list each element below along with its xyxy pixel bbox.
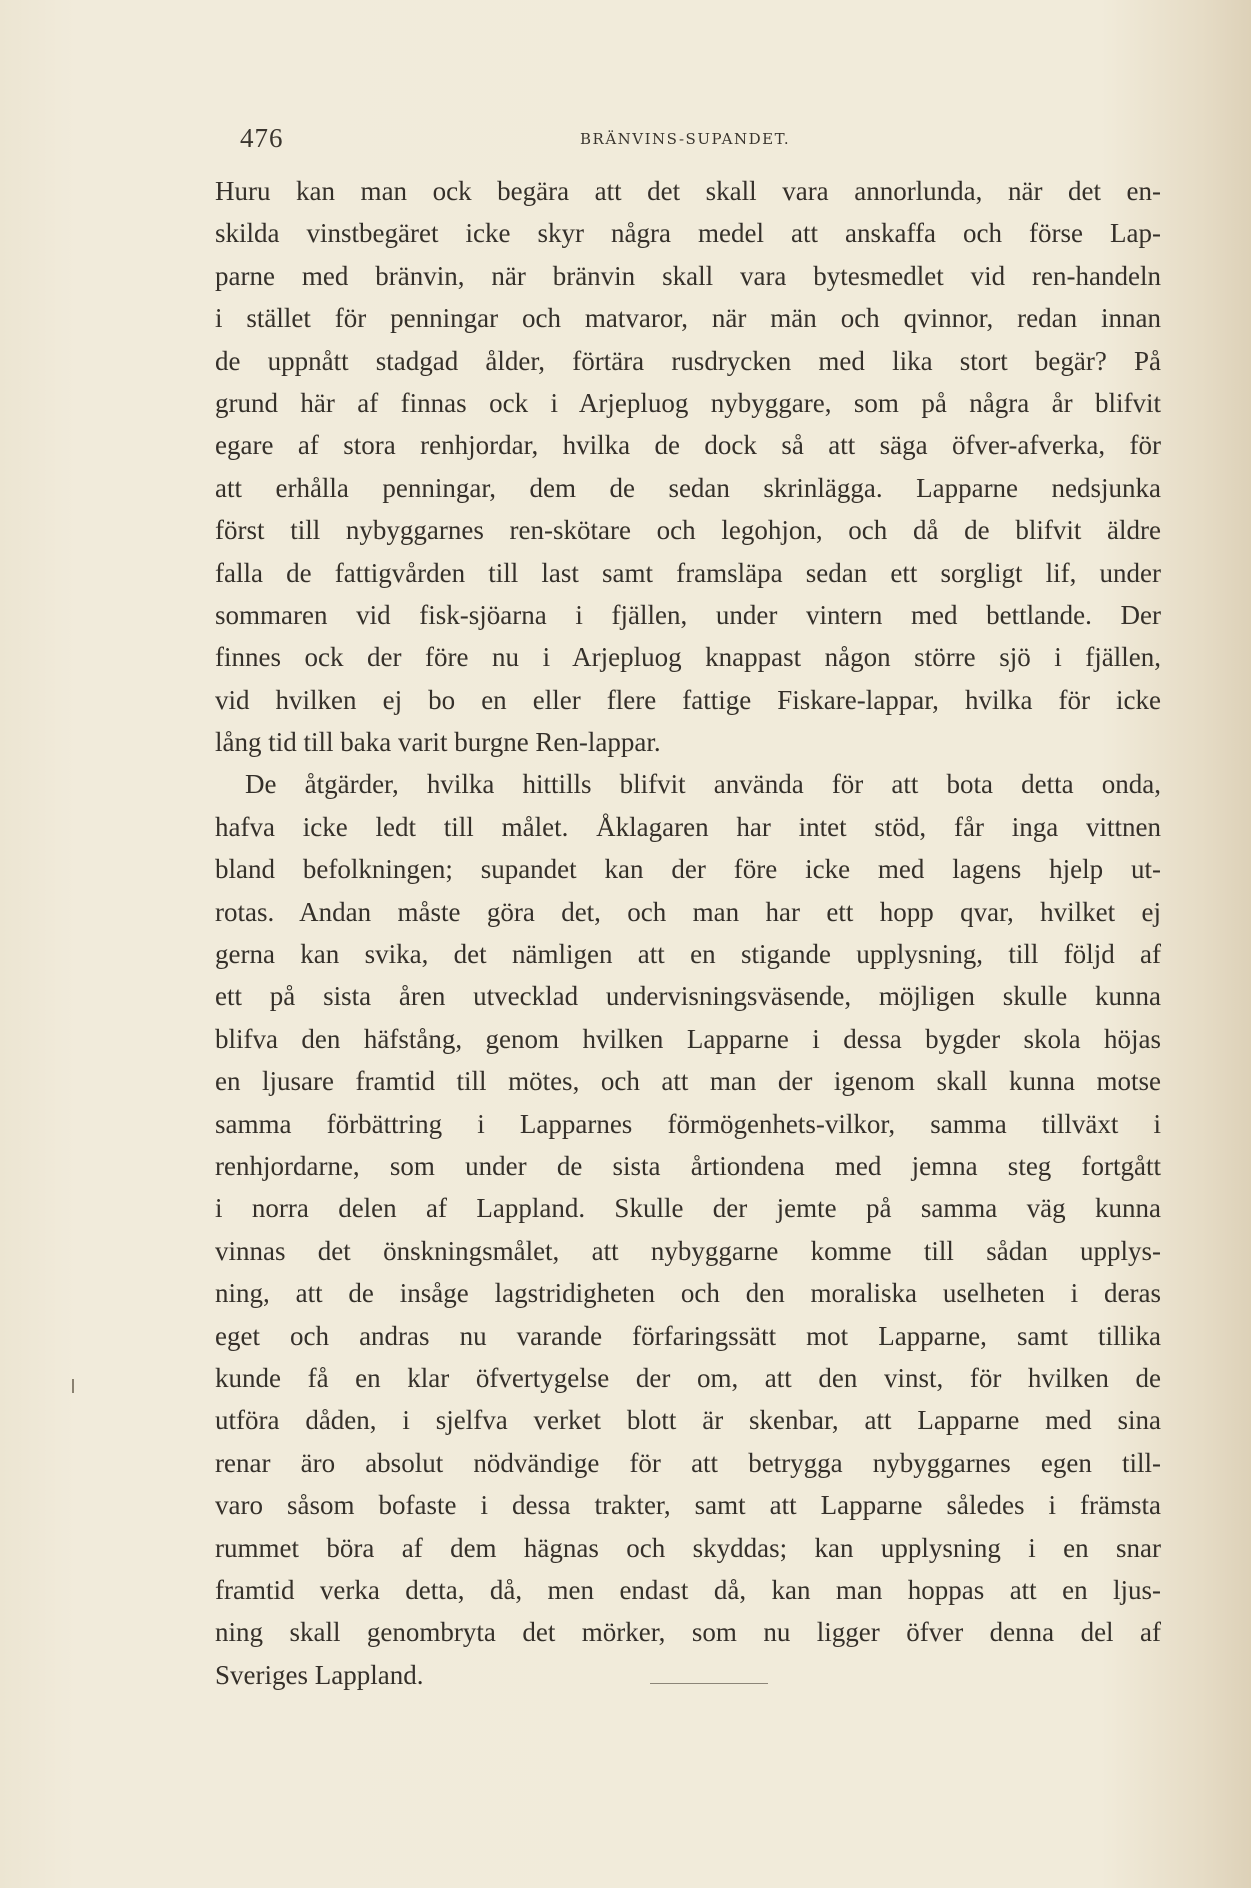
text-line: först till nybyggarnes ren-skötare och legohjon, och då de blifvit äldre	[215, 515, 1161, 546]
text-line: Sveriges Lappland.	[215, 1659, 424, 1690]
text-line: samma förbättring i Lapparnes förmögenhets-vilkor, samma tillväxt i	[215, 1108, 1161, 1139]
text-line: vid hvilken ej bo en eller flere fattige Fiskare-lappar, hvilka för icke	[215, 684, 1161, 715]
text-line: ett på sista åren utvecklad undervisningsväsende, möjligen skulle kunna	[215, 981, 1161, 1012]
text-line: renhjordarne, som under de sista årtiondena med jemna steg fortgått	[215, 1150, 1161, 1181]
text-line: de uppnått stadgad ålder, förtära rusdrycken med lika stort begär? På	[215, 345, 1161, 376]
text-line: eget och andras nu varande förfaringssätt mot Lapparne, samt tillika	[215, 1320, 1161, 1351]
text-line: en ljusare framtid till mötes, och att man der igenom skall kunna motse	[215, 1066, 1161, 1097]
text-line: sommaren vid fisk-sjöarna i fjällen, under vintern med bettlande. Der	[215, 599, 1161, 630]
text-line: renar äro absolut nödvändige för att betrygga nybyggarnes egen till-	[215, 1447, 1161, 1478]
text-line: ning, att de insåge lagstridigheten och den moraliska uselheten i deras	[215, 1278, 1161, 1309]
text-line: egare af stora renhjordar, hvilka de dock så att säga öfver-afverka, för	[215, 430, 1161, 461]
text-line: hafva icke ledt till målet. Åklagaren har intet stöd, får inga vittnen	[215, 811, 1161, 842]
paragraph-2	[215, 763, 1161, 1696]
text-line: gerna kan svika, det nämligen att en stigande upplysning, till följd af	[215, 939, 1161, 970]
section-end-rule	[650, 1683, 768, 1684]
text-line: lång tid till baka varit burgne Ren-lappar.	[215, 727, 661, 758]
text-line: blifva den häfstång, genom hvilken Lapparne i dessa bygder skola höjas	[215, 1023, 1161, 1054]
text-line: finnes ock der före nu i Arjepluog knappast någon större sjö i fjällen,	[215, 642, 1161, 673]
text-line: i stället för penningar och matvaror, när män och qvinnor, redan innan	[215, 303, 1161, 334]
body-text	[215, 170, 1161, 1696]
text-line: kunde få en klar öfvertygelse der om, att den vinst, för hvilken de	[215, 1362, 1161, 1393]
paragraph-1	[215, 170, 1161, 763]
text-line: framtid verka detta, då, men endast då, kan man hoppas att en ljus-	[215, 1574, 1161, 1605]
text-line: falla de fattigvården till last samt framsläpa sedan ett sorgligt lif, under	[215, 557, 1161, 588]
text-line: vinnas det önskningsmålet, att nybyggarne komme till sådan upplys-	[215, 1235, 1161, 1266]
text-line: i norra delen af Lappland. Skulle der jemte på samma väg kunna	[215, 1193, 1161, 1224]
text-line: parne med bränvin, när bränvin skall vara bytesmedlet vid ren-handeln	[215, 260, 1161, 291]
text-line: att erhålla penningar, dem de sedan skrinlägga. Lapparne nedsjunka	[215, 472, 1161, 503]
text-line: varo såsom bofaste i dessa trakter, samt att Lapparne således i främsta	[215, 1490, 1161, 1521]
page-number: 476	[240, 123, 284, 153]
text-line: Huru kan man ock begära att det skall vara annorlunda, när det en-	[215, 176, 1161, 206]
text-line: grund här af finnas ock i Arjepluog nybyggare, som på några år blifvit	[215, 387, 1161, 418]
running-title: BRÄNVINS-SUPANDET.	[580, 130, 791, 148]
text-line: utföra dåden, i sjelfva verket blott är skenbar, att Lapparne med sina	[215, 1405, 1161, 1436]
text-line: rotas. Andan måste göra det, och man har ett hopp qvar, hvilket ej	[215, 896, 1161, 927]
text-line: skilda vinstbegäret icke skyr några medel att anskaffa och förse Lap-	[215, 218, 1161, 249]
text-line: De åtgärder, hvilka hittills blifvit använda för att bota detta onda,	[245, 769, 1161, 800]
margin-mark	[72, 1379, 74, 1393]
text-line: ning skall genombryta det mörker, som nu ligger öfver denna del af	[215, 1617, 1161, 1648]
text-line: bland befolkningen; supandet kan der före icke med lagens hjelp ut-	[215, 854, 1161, 885]
text-line: rummet böra af dem hägnas och skyddas; kan upplysning i en snar	[215, 1532, 1161, 1563]
